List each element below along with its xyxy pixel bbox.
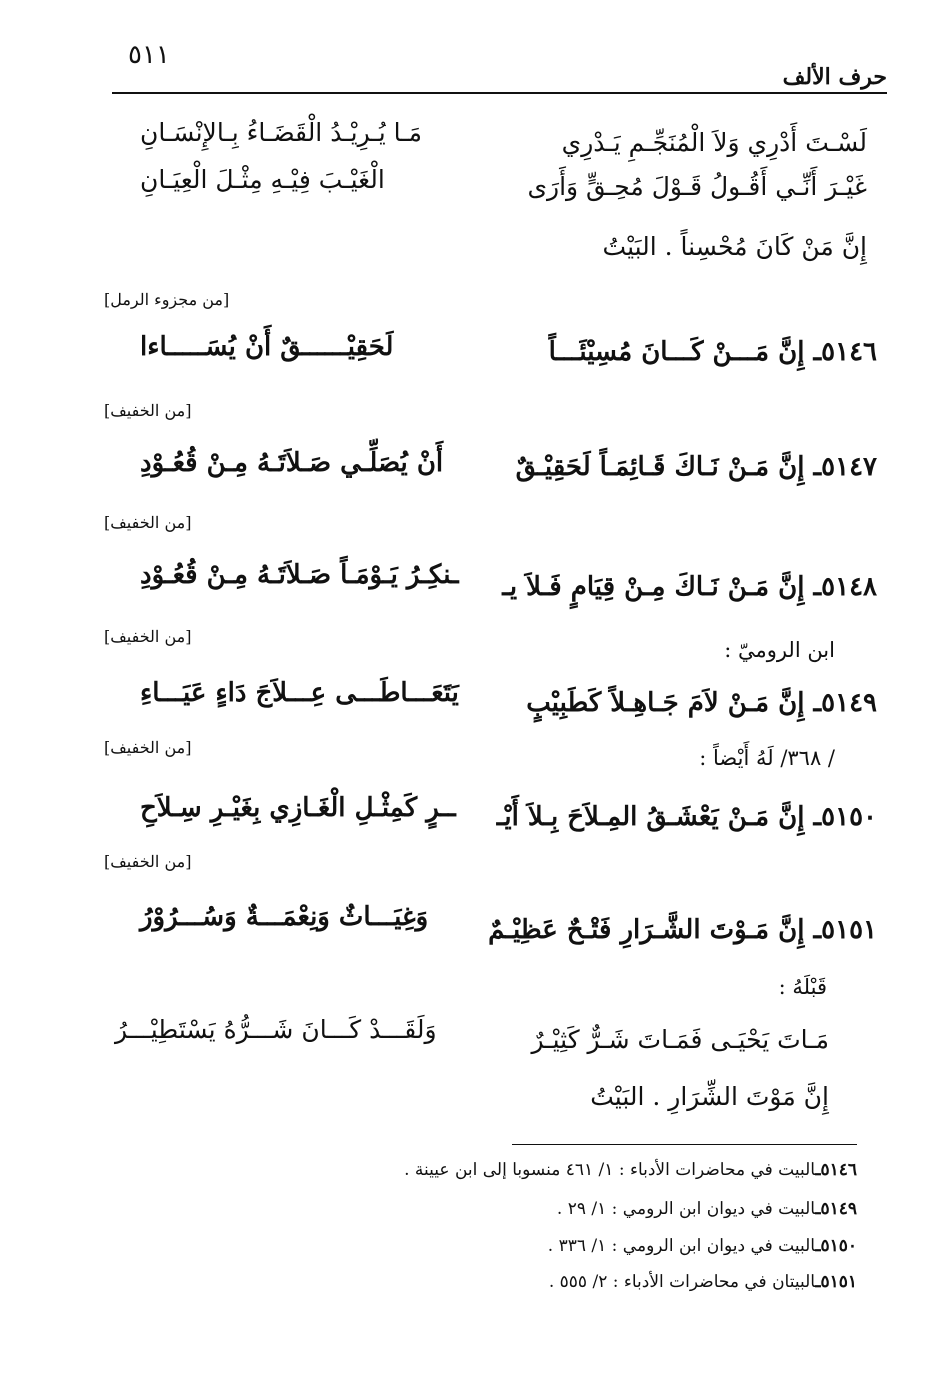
- meter-label: [من الخفيف]: [104, 738, 192, 757]
- attribution-line: / ٣٦٨/ لَهُ أَيْضاً :: [699, 746, 835, 770]
- footnote: [548, 1236, 857, 1256]
- verse-sadr-text: إِنَّ مَـنْ نَـاكَ مِـنْ قِيَامٍ فَـلاَ يـ: [502, 572, 805, 602]
- verse-hemistich-first: غَيْـرَ أَنِّـي أَقُـولُ قَـوْلَ مُحِـقٍّ وَأَرَى: [527, 172, 867, 201]
- verse-hemistich-second: مَـا يُـرِيْـدُ الْقَضَـاءُ بِـالإِنْسَـانِ: [140, 118, 422, 147]
- verse-sadr-text: إِنَّ مَـوْتَ الشَّـرَارِ فَتْـحٌ عَظِيْـمٌ: [488, 915, 805, 945]
- meter-label: [من الخفيف]: [104, 852, 192, 871]
- verse-hemistich-first: [502, 572, 877, 602]
- verse-hemistich-second: ــرٍ كَمِثْـلِ الْغَـازِي بِغَيْـرِ سِـلاَحِ: [140, 793, 456, 823]
- verse-hemistich-second: ـنكِـرُ يَـوْمَـاً صَـلاَتَـهُ مِـنْ قُعُـوْدِ: [140, 560, 459, 590]
- meter-label: [من الخفيف]: [104, 513, 192, 532]
- footnote-number: ٥١٥١ـ: [815, 1272, 857, 1292]
- verse-hemistich-first: [488, 915, 877, 945]
- meter-label: [من الخفيف]: [104, 401, 192, 420]
- verse-number: ٥١٤٨ـ: [813, 572, 877, 602]
- verse-sadr-text: إِنَّ مَـنْ لاَمَ جَـاهِـلاً كَطَبِيْبٍ: [526, 688, 805, 718]
- verse-hemistich-first: لَسْـتَ أَدْرِي وَلاَ الْمُنَجِّـمِ يَـدْرِي: [561, 128, 867, 157]
- verse-sadr-text: إِنَّ مَـــنْ كَـــانَ مُسِيْئَـــاً: [548, 337, 805, 367]
- verse-hemistich-second: أَنْ يُصَلِّـي صَـلاَتَـهُ مِـنْ قُعُـوْدِ: [140, 448, 444, 478]
- footnote-number: ٥١٤٦ـ: [815, 1160, 857, 1180]
- verse-number: ٥١٤٩ـ: [813, 688, 877, 718]
- verse-hemistich-second: الْغَيْـبَ فِيْـهِ مِثْـلَ الْعِيَـانِ: [140, 165, 385, 194]
- verse-closing-line: إِنَّ مَوْتَ الشِّرَارِ . البَيْتُ: [590, 1082, 829, 1111]
- footnote-text: البيت في محاضرات الأدباء : ١/ ٤٦١ منسوبا إلى ابن عيينة .: [404, 1160, 816, 1180]
- verse-hemistich-second: وَلَقَـــدْ كَـــانَ شَـــرُّهُ يَسْتَطِيْـــرُ: [115, 1015, 437, 1044]
- verse-number: ٥١٥١ـ: [813, 915, 877, 945]
- footnote: [549, 1272, 857, 1292]
- attribution-line: قَبْلَهُ :: [778, 975, 827, 999]
- footnote-rule: [512, 1144, 857, 1145]
- page-number: ٥١١: [128, 40, 170, 70]
- verse-hemistich-first: مَـاتَ يَحْيَـى فَمَـاتَ شَـرٌّ كَثِيْـرٌ: [531, 1025, 829, 1054]
- meter-label: [من الخفيف]: [104, 627, 192, 646]
- attribution-line: ابن الروميّ :: [724, 638, 835, 662]
- running-head: حرف الألف: [782, 64, 887, 90]
- footnote-text: البيت في ديوان ابن الرومي : ١/ ٣٣٦ .: [547, 1236, 816, 1256]
- verse-hemistich-second: وَغِيَـــاثٌ وَنِعْمَـــةٌ وَسُـــرُوْرُ: [140, 902, 429, 932]
- verse-number: ٥١٥٠ـ: [813, 802, 877, 832]
- footnote-text: البيت في ديوان ابن الرومي : ١/ ٢٩ .: [556, 1199, 816, 1219]
- verse-sadr-text: إِنَّ مَـنْ نَـاكَ قَـائِمَـاً لَحَقِيْـقٌ: [515, 452, 805, 482]
- verse-hemistich-first: [516, 452, 877, 482]
- verse-closing-line: إِنَّ مَنْ كَانَ مُحْسِناً . البَيْتُ: [602, 232, 867, 261]
- verse-hemistich-second: لَحَقِيْــــــقٌ أَنْ يُسَـــــاءا: [140, 332, 394, 362]
- footnote: [557, 1199, 857, 1219]
- footnote-number: ٥١٥٠ـ: [815, 1236, 857, 1256]
- verse-sadr-text: إِنَّ مَـنْ يَعْشَـقُ المِـلاَحَ بِـلاَ أَيْـ: [496, 802, 805, 832]
- footnote: [404, 1160, 857, 1180]
- verse-hemistich-second: يَتَعَـــاطَـــى عِـــلاَجَ دَاءٍ عَيَـــاءِ: [140, 678, 459, 708]
- verse-hemistich-first: [526, 688, 877, 718]
- meter-label: [من مجزوء الرمل]: [104, 290, 230, 309]
- verse-hemistich-first: [549, 337, 877, 367]
- footnote-text: البيتان في محاضرات الأدباء : ٢/ ٥٥٥ .: [548, 1272, 816, 1292]
- header-rule: [112, 92, 887, 94]
- verse-hemistich-first: [497, 802, 877, 832]
- verse-number: ٥١٤٧ـ: [813, 452, 877, 482]
- verse-number: ٥١٤٦ـ: [813, 337, 877, 367]
- footnote-number: ٥١٤٩ـ: [815, 1199, 857, 1219]
